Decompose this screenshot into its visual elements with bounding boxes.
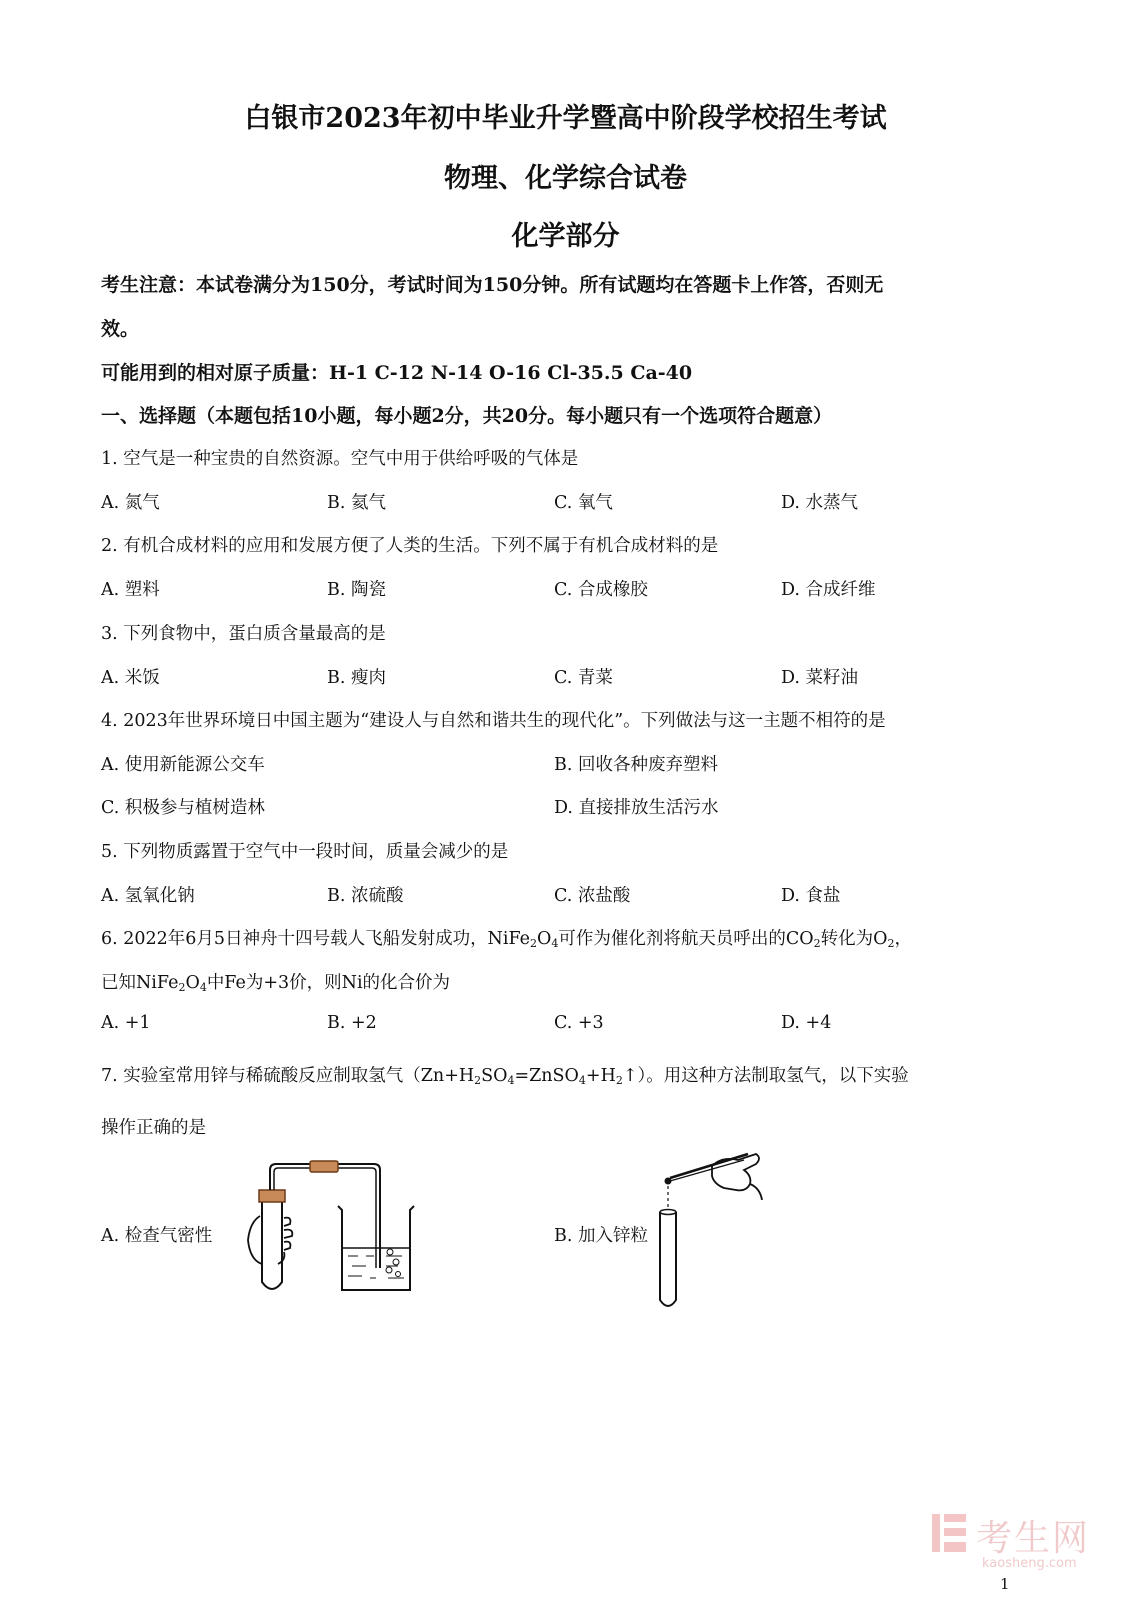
question-2-option-b: B. 陶瓷 bbox=[327, 580, 386, 600]
question-1-option-b: B. 氦气 bbox=[327, 493, 386, 513]
atomic-mass-line: 可能用到的相对原子质量：H-1 C-12 N-14 O-16 Cl-35.5 Ca-40 bbox=[101, 362, 693, 384]
notice-line-1: 考生注意：本试卷满分为150分，考试时间为150分钟。所有试题均在答题卡上作答，否则无 bbox=[101, 274, 884, 296]
question-4-option-c: C. 积极参与植树造林 bbox=[101, 798, 265, 818]
question-3-option-a: A. 米饭 bbox=[101, 668, 160, 688]
question-6-option-c: C. +3 bbox=[554, 1013, 604, 1033]
question-5-option-d: D. 食盐 bbox=[781, 886, 841, 906]
watermark-brand: 考生网 bbox=[976, 1518, 1091, 1559]
page-number: 1 bbox=[1000, 1575, 1010, 1593]
question-7-option-b: B. 加入锌粒 bbox=[554, 1226, 648, 1246]
question-6-stem: 6. 2022年6月5日神舟十四号载人飞船发射成功，$NiFe_2O_4$可作为催化剂将航天员呼出的$CO_2$转化为$O_2$， bbox=[101, 929, 912, 950]
question-3-option-c: C. 青菜 bbox=[554, 668, 613, 688]
question-6-stem-line-2: 已知$NiFe_2O_4$中Fe为+3价，则Ni的化合价为 bbox=[101, 973, 451, 994]
question-6-option-b: B. +2 bbox=[327, 1013, 377, 1033]
question-4-option-b: B. 回收各种废弃塑料 bbox=[554, 755, 718, 775]
question-4-stem: 4. 2023年世界环境日中国主题为“建设人与自然和谐共生的现代化”。下列做法与这一主题不相符的是 bbox=[101, 711, 886, 731]
question-7-stem: 7. 实验室常用锌与稀硫酸反应制取氢气$(Zn+H_2SO_4=ZnSO_4+H_2↑)$。用这种方法制取氢气，以下实验 bbox=[101, 1066, 909, 1087]
question-3-stem: 3. 下列食物中，蛋白质含量最高的是 bbox=[101, 624, 386, 644]
watermark-site: kaosheng.com bbox=[982, 1556, 1077, 1571]
question-1-stem: 1. 空气是一种宝贵的自然资源。空气中用于供给呼吸的气体是 bbox=[101, 449, 579, 469]
question-5-option-b: B. 浓硫酸 bbox=[327, 886, 404, 906]
question-1-option-c: C. 氧气 bbox=[554, 493, 613, 513]
question-3-option-d: D. 菜籽油 bbox=[781, 668, 859, 688]
zinc-granule-figure bbox=[652, 1148, 772, 1314]
question-7-option-a: A. 检查气密性 bbox=[101, 1226, 213, 1246]
question-2-stem: 2. 有机合成材料的应用和发展方便了人类的生活。下列不属于有机合成材料的是 bbox=[101, 536, 719, 556]
question-7-stem-line-2: 操作正确的是 bbox=[101, 1118, 206, 1138]
question-2-option-c: C. 合成橡胶 bbox=[554, 580, 648, 600]
question-3-option-b: B. 瘦肉 bbox=[327, 668, 386, 688]
question-4-option-d: D. 直接排放生活污水 bbox=[554, 798, 719, 818]
section-one-heading: 一、选择题（本题包括10小题，每小题2分，共20分。每小题只有一个选项符合题意） bbox=[101, 405, 833, 427]
question-4-option-a: A. 使用新能源公交车 bbox=[101, 755, 265, 775]
question-2-option-d: D. 合成纤维 bbox=[781, 580, 876, 600]
paper-subtitle: 物理、化学综合试卷 bbox=[444, 163, 687, 194]
question-5-stem: 5. 下列物质露置于空气中一段时间，质量会减少的是 bbox=[101, 842, 509, 862]
exam-title: 白银市2023年初中毕业升学暨高中阶段学校招生考试 bbox=[244, 103, 887, 134]
question-1-option-d: D. 水蒸气 bbox=[781, 493, 859, 513]
question-1-option-a: A. 氮气 bbox=[101, 493, 160, 513]
question-5-option-a: A. 氢氧化钠 bbox=[101, 886, 195, 906]
watermark-logo bbox=[930, 1510, 970, 1560]
airtightness-check-figure bbox=[226, 1160, 436, 1300]
question-5-option-c: C. 浓盐酸 bbox=[554, 886, 631, 906]
question-6-option-d: D. +4 bbox=[781, 1013, 832, 1033]
question-2-option-a: A. 塑料 bbox=[101, 580, 160, 600]
notice-line-2: 效。 bbox=[101, 318, 140, 340]
section-heading: 化学部分 bbox=[511, 221, 620, 252]
question-6-option-a: A. +1 bbox=[101, 1013, 151, 1033]
